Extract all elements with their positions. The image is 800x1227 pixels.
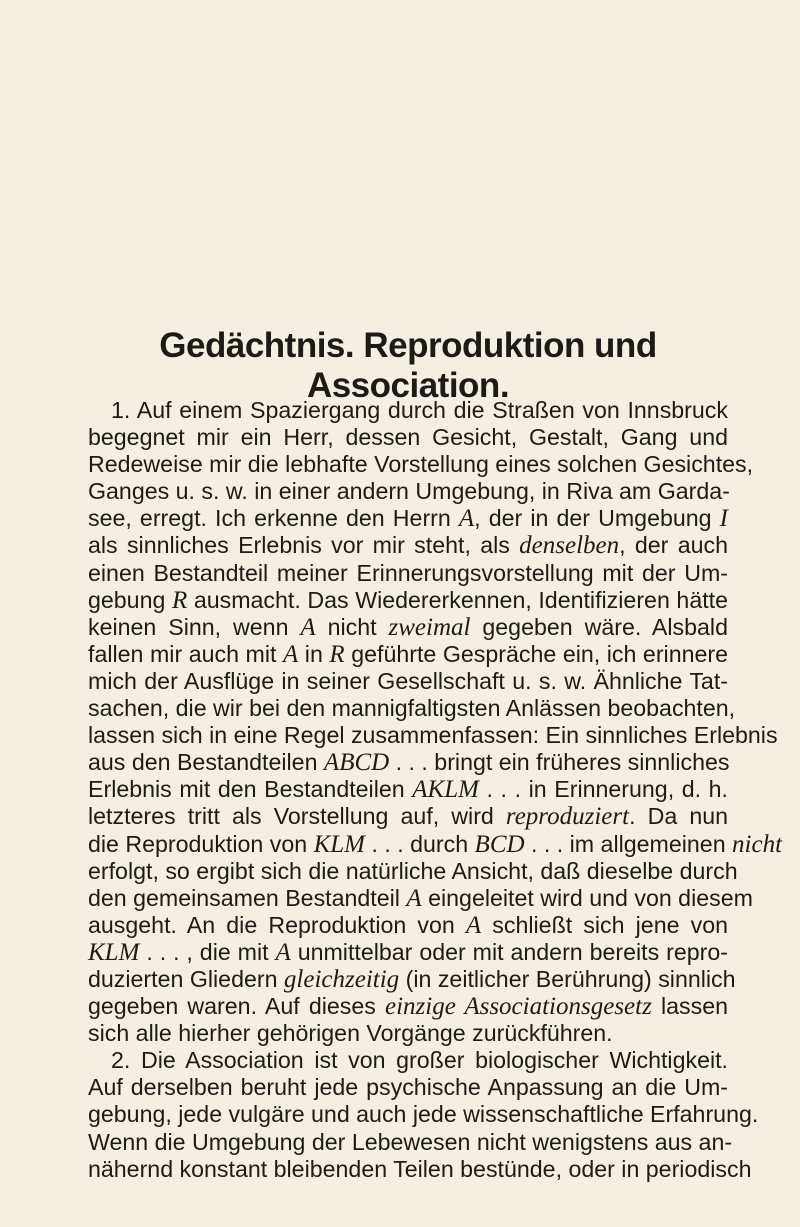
- text-line: [88, 532, 728, 559]
- text-run: lassen: [651, 993, 729, 1020]
- text-line: [88, 1101, 759, 1128]
- text-line: [88, 451, 754, 478]
- text-run: ausgeht. An die Reproduktion von: [88, 911, 466, 938]
- text-run: . . . , die mit: [139, 938, 276, 965]
- text-run: Wenn die Umgebung der Lebewesen nicht wenigstens aus an-: [88, 1128, 733, 1155]
- text-line: [88, 668, 728, 695]
- text-line: [88, 1128, 733, 1156]
- text-run: nicht: [315, 613, 389, 640]
- text-run: in: [298, 640, 330, 667]
- text-run: erfolgt, so ergibt sich die natürliche Ansicht, daß dieselbe durch: [88, 857, 738, 884]
- text-run: gegeben wäre. Alsbald: [470, 613, 728, 640]
- text-run: Redeweise mir die lebhafte Vorstellung eines solchen Gesichtes,: [88, 451, 754, 478]
- emphasis-text: A: [406, 884, 422, 912]
- emphasis-text: zweimal: [388, 613, 471, 641]
- text-run: 2. Die Association ist von großer biologischer Wichtigkeit.: [111, 1047, 728, 1074]
- emphasis-text: A: [275, 938, 291, 966]
- text-run: Ganges u. s. w. in einer andern Umgebung, in Riva am Garda-: [88, 478, 730, 505]
- text-line: [88, 993, 728, 1020]
- text-run: . Da nun: [629, 803, 729, 830]
- emphasis-text: reproduziert: [505, 803, 630, 831]
- text-run: , der auch: [619, 532, 728, 559]
- emphasis-text: BCD: [474, 830, 525, 858]
- text-run: eingeleitet wird und von diesem: [421, 884, 753, 911]
- text-run: 1. Auf einem Spaziergang durch die Straßen von Innsbruck: [111, 397, 728, 423]
- emphasis-text: denselben: [519, 532, 620, 560]
- text-run: letzteres tritt als Vorstellung auf, wird: [88, 803, 506, 830]
- text-line: [88, 505, 728, 532]
- text-line: [88, 641, 728, 668]
- text-line: [88, 695, 736, 722]
- emphasis-text: I: [719, 505, 728, 533]
- text-run: als sinnliches Erlebnis vor mir steht, als: [88, 532, 520, 559]
- text-run: einen Bestandteil meiner Erinnerungsvorstellung mit der Um-: [88, 559, 728, 586]
- text-line: [88, 614, 728, 641]
- text-run: den gemeinsamen Bestandteil: [88, 884, 407, 911]
- text-line: [88, 884, 753, 912]
- text-run: geführte Gespräche ein, ich erinnere: [344, 640, 728, 667]
- emphasis-text: nicht: [732, 830, 783, 858]
- text-line: [88, 749, 728, 776]
- text-run: die Reproduktion von: [88, 830, 314, 857]
- text-run: . . . im allgemeinen: [524, 830, 733, 857]
- text-run: duzierten Gliedern: [88, 965, 284, 992]
- text-line: [88, 1047, 728, 1074]
- text-line: [88, 776, 728, 803]
- text-line: [88, 857, 738, 885]
- text-line: [88, 1074, 728, 1101]
- text-run: . . . bringt ein früheres sinnliches: [389, 749, 730, 776]
- emphasis-text: gleichzeitig: [283, 965, 400, 993]
- text-run: Auf derselben beruht jede psychische Anpassung an die Um-: [88, 1074, 728, 1101]
- text-line: [88, 830, 783, 858]
- emphasis-text: R: [329, 640, 345, 668]
- text-run: sachen, die wir bei den mannigfaltigsten Anlässen beobachten,: [88, 695, 736, 722]
- text-line: [88, 1020, 728, 1047]
- text-run: fallen mir auch mit: [88, 640, 283, 667]
- text-run: Erlebnis mit den Bestandteilen: [88, 776, 413, 803]
- emphasis-text: A: [458, 505, 475, 533]
- text-run: gebung, jede vulgäre und auch jede wissenschaftliche Erfahrung.: [88, 1101, 759, 1128]
- text-run: gegeben waren. Auf dieses: [88, 993, 386, 1020]
- text-run: . . . durch: [365, 830, 475, 857]
- emphasis-text: A: [465, 911, 482, 939]
- text-run: . . . in Erinnerung, d. h.: [478, 776, 728, 803]
- emphasis-text: AKLM: [412, 776, 479, 804]
- text-line: [88, 424, 728, 451]
- text-run: begegnet mir ein Herr, dessen Gesicht, Gestalt, Gang und: [88, 424, 728, 451]
- text-run: gebung: [88, 586, 172, 613]
- text-run: mich der Ausflüge in seiner Gesellschaft u. s. w. Ähnliche Tat-: [88, 667, 728, 694]
- text-line: [88, 722, 778, 749]
- text-line: [88, 803, 728, 830]
- text-line: [88, 939, 728, 966]
- text-line: [88, 1155, 752, 1183]
- emphasis-text: R: [171, 586, 188, 614]
- body-text: [88, 397, 783, 1183]
- text-line: [88, 965, 736, 993]
- text-run: nähernd konstant bleibenden Teilen bestünde, oder in periodisch: [88, 1155, 752, 1182]
- emphasis-text: KLM: [88, 938, 140, 966]
- text-run: (in zeitlicher Berührung) sinnlich: [399, 965, 736, 992]
- text-run: schließt sich jene von: [481, 911, 728, 938]
- text-run: unmittelbar oder mit andern bereits repro-: [290, 938, 728, 965]
- text-run: see, erregt. Ich erkenne den Herrn: [88, 505, 459, 532]
- text-line: [88, 587, 728, 614]
- text-line: [88, 912, 728, 939]
- emphasis-text: A: [300, 613, 316, 641]
- chapter-heading: Gedächtnis. Reproduktion und Association.: [159, 326, 657, 405]
- text-run: sich alle hierher gehörigen Vorgänge zurückführen.: [88, 1020, 613, 1047]
- text-run: ausmacht. Das Wiedererkennen, Identifizieren hätte: [187, 586, 728, 613]
- text-run: , der in der Umgebung: [474, 505, 720, 532]
- text-run: lassen sich in eine Regel zusammenfassen: Ein sinnliches Erlebnis: [88, 722, 778, 749]
- emphasis-text: KLM: [313, 830, 365, 858]
- text-line: [88, 560, 728, 587]
- emphasis-text: einzige Associationsgesetz: [385, 993, 652, 1021]
- emphasis-text: A: [282, 640, 299, 668]
- text-run: aus den Bestandteilen: [88, 749, 324, 776]
- text-line: [88, 478, 728, 505]
- text-line: [88, 397, 728, 424]
- text-run: keinen Sinn, wenn: [88, 613, 301, 640]
- emphasis-text: ABCD: [323, 749, 390, 777]
